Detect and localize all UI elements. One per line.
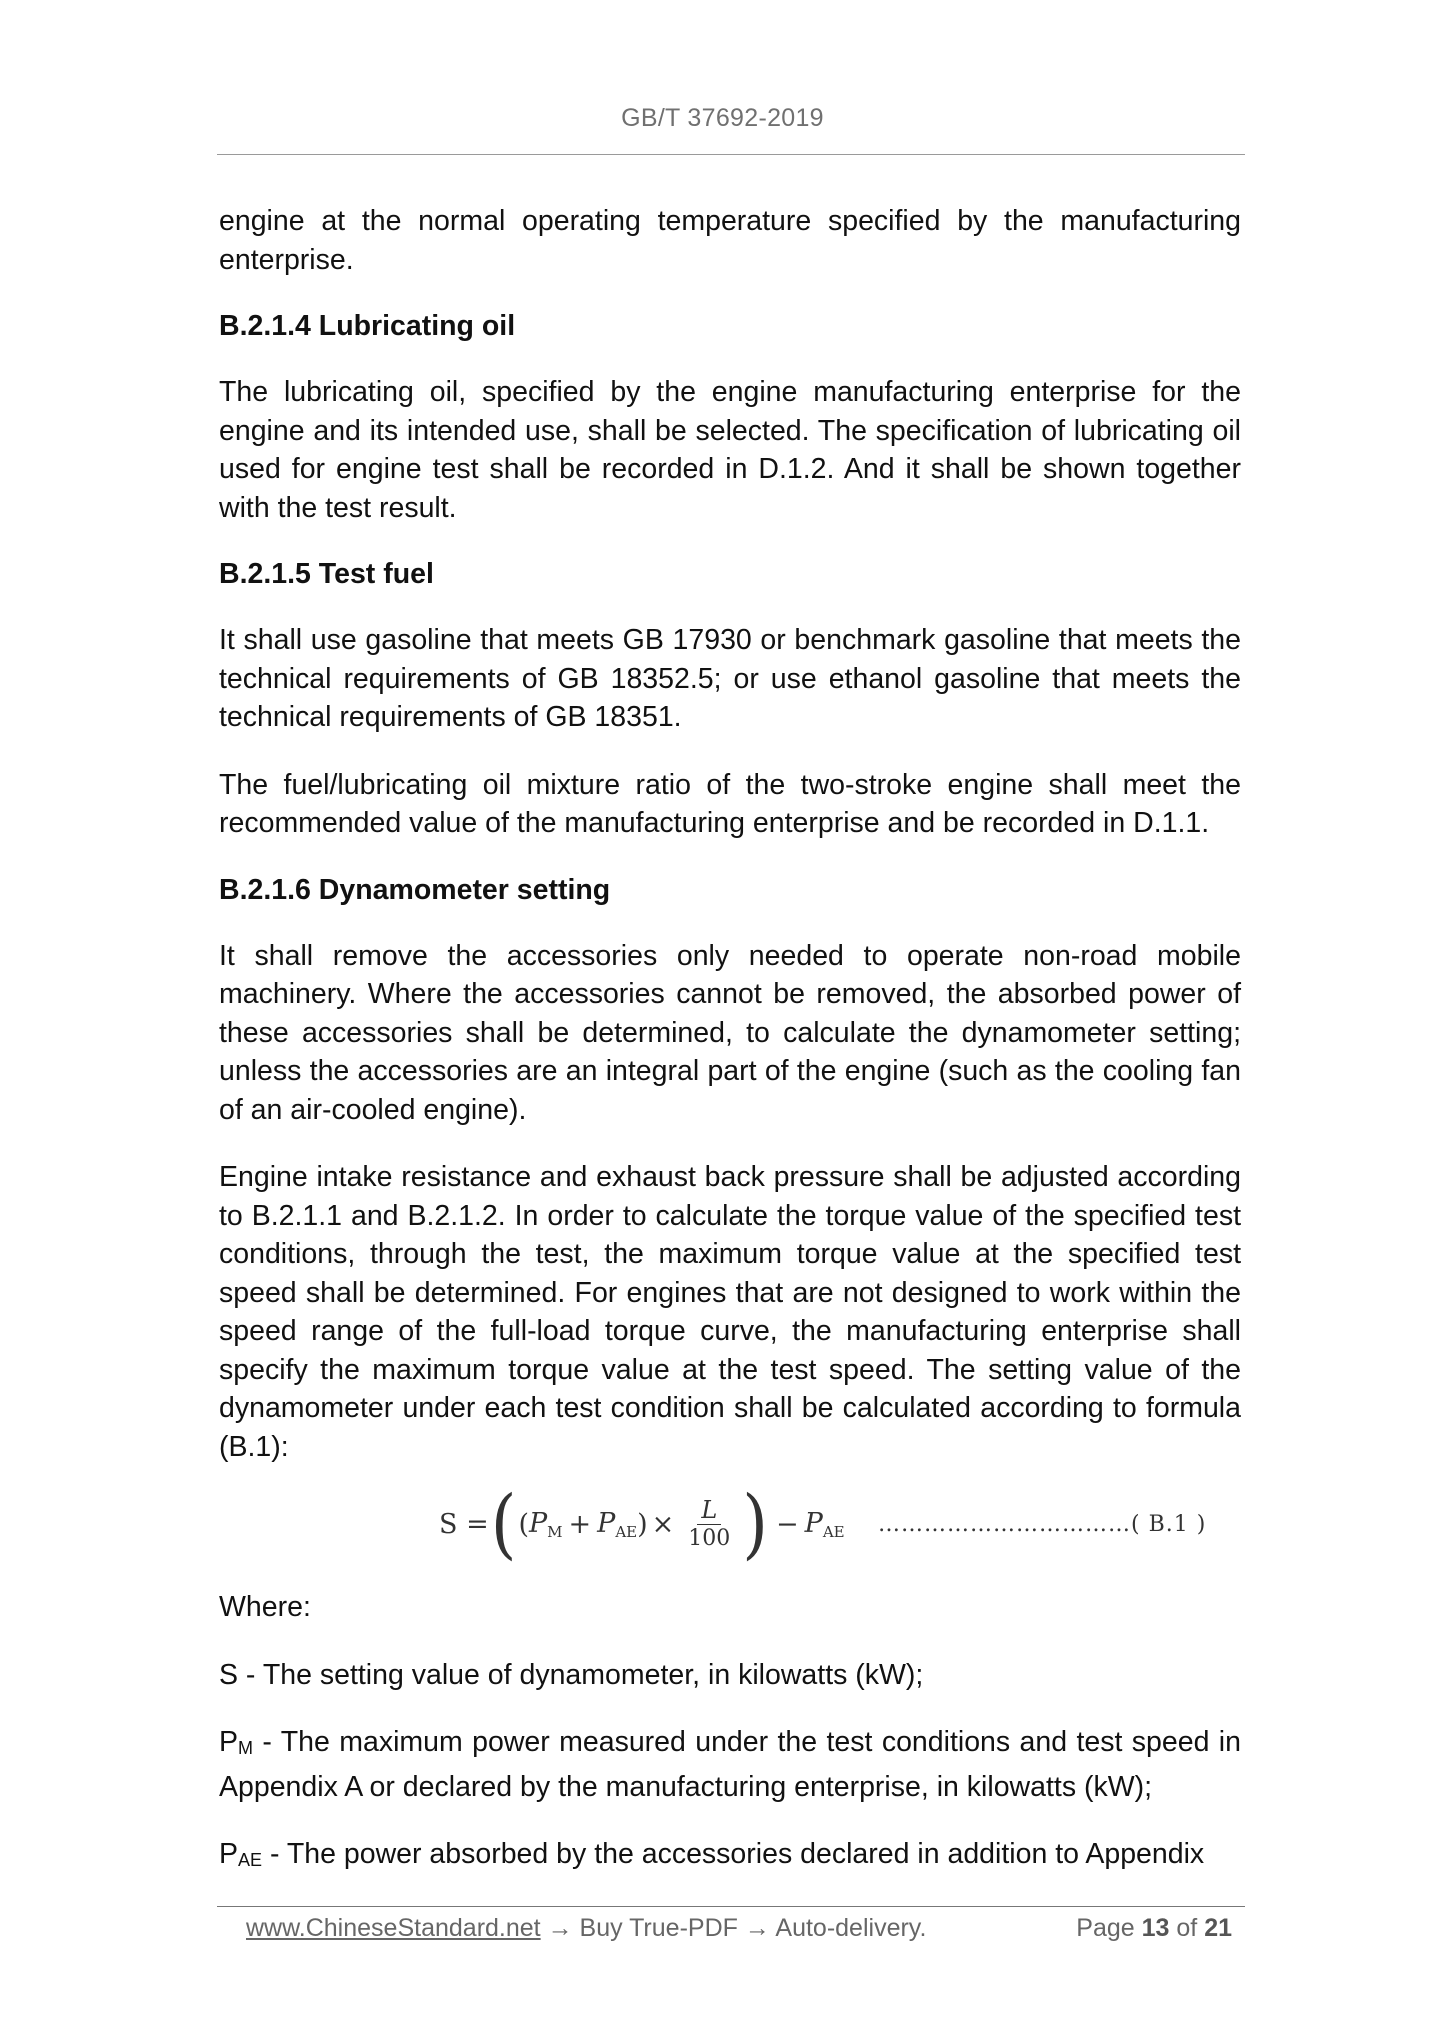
formula-times: × — [651, 1508, 675, 1540]
formula-lhs: S = — [439, 1508, 489, 1540]
page-body — [219, 202, 1241, 1909]
footer-promo-text: → Buy True-PDF → Auto-delivery. — [540, 1914, 927, 1942]
formula-plus: + — [568, 1508, 592, 1540]
document-header-id: GB/T 37692-2019 — [621, 104, 824, 132]
subscript-m: M — [238, 1738, 254, 1758]
formula-paren-open: ( — [518, 1508, 529, 1540]
paragraph-lubricating-oil: The lubricating oil, specified by the engine manufacturing enterprise for the engine and its intended use, shall be selected. The specification of lubricating oil used for engine test shall be recorded in D.1.2. And it shall be shown together with the test result. — [219, 376, 1241, 524]
paragraph-intake-resistance: Engine intake resistance and exhaust back pressure shall be adjusted according to B.2.1.1 and B.2.1.2. In order to calculate the torque value of the specified test conditions, through the test, the maximum torque value at the specified test speed shall be determined. For engines that are not designed to work within the speed range of the full-load torque curve, the manufacturing enterprise shall specify the maximum torque value at the test speed. The setting value of the dynamometer under each test condition shall be calculated according to formula (B.1): — [219, 1161, 1241, 1463]
formula-numerator: L — [697, 1496, 721, 1525]
formula-fraction — [684, 1496, 734, 1553]
heading-lubricating-oil: B.2.1.4 Lubricating oil — [219, 310, 516, 342]
current-page: 13 — [1141, 1914, 1170, 1942]
paragraph-accessories: It shall remove the accessories only needed to operate non-road mobile machinery. Where the accessories cannot be removed, the absorbed power of these accessories shall be determined, to calculate the dynamometer setting; unless the accessories are an integral part of the engine (such as the cooling fan of an air-cooled engine). — [219, 939, 1241, 1126]
footer-divider — [217, 1906, 1245, 1907]
definition-s: S - The setting value of dynamometer, in kilowatts (kW); — [219, 1658, 924, 1691]
formula-expression — [439, 1480, 845, 1568]
symbol-p: P — [219, 1726, 239, 1758]
formula-denominator: 100 — [688, 1525, 731, 1551]
where-label: Where: — [219, 1591, 311, 1623]
formula-big-paren-open: ( — [490, 1479, 517, 1568]
header-divider — [217, 154, 1245, 155]
formula-b1 — [219, 1480, 1241, 1568]
formula-minus: − — [776, 1508, 799, 1540]
heading-dynamometer-setting: B.2.1.6 Dynamometer setting — [219, 873, 611, 906]
subscript-ae: AE — [238, 1850, 263, 1870]
definition-pae-text: - The power absorbed by the accessories declared in addition to Appendix — [262, 1838, 1205, 1870]
definition-pae — [219, 1835, 1241, 1880]
total-pages: 21 — [1204, 1914, 1232, 1942]
paragraph-engine-temperature: engine at the normal operating temperature specified by the manufacturing enterprise. — [219, 205, 1241, 276]
definition-pm — [219, 1723, 1241, 1806]
formula-big-paren-close: ) — [742, 1479, 769, 1568]
definition-pm-text: - The maximum power measured under the test conditions and test speed in Appendix A or declared by the manufacturing enterprise, in kilowatts (kW); — [219, 1726, 1241, 1803]
formula-number: ……………………………( B.1 ) — [878, 1511, 1207, 1537]
formula-paren-close: ) — [637, 1508, 648, 1540]
footer-promo — [246, 1914, 926, 1943]
footer-site-link[interactable]: www.ChineseStandard.net — [246, 1914, 541, 1942]
formula-p-m: PM — [529, 1507, 563, 1541]
footer-page-number: Page 13 of 21 — [1076, 1914, 1232, 1942]
heading-test-fuel: B.2.1.5 Test fuel — [219, 558, 434, 590]
formula-p-ae: PAE — [597, 1507, 638, 1541]
formula-p-ae-2: PAE — [804, 1507, 845, 1541]
paragraph-mixture-ratio: The fuel/lubricating oil mixture ratio of the two-stroke engine shall meet the recommended value of the manufacturing enterprise and be recorded in D.1.1. — [219, 768, 1241, 839]
symbol-p: P — [219, 1838, 239, 1870]
paragraph-test-fuel: It shall use gasoline that meets GB 17930 or benchmark gasoline that meets the technical requirements of GB 18352.5; or use ethanol gasoline that meets the technical requirements of GB 18351. — [219, 624, 1241, 733]
